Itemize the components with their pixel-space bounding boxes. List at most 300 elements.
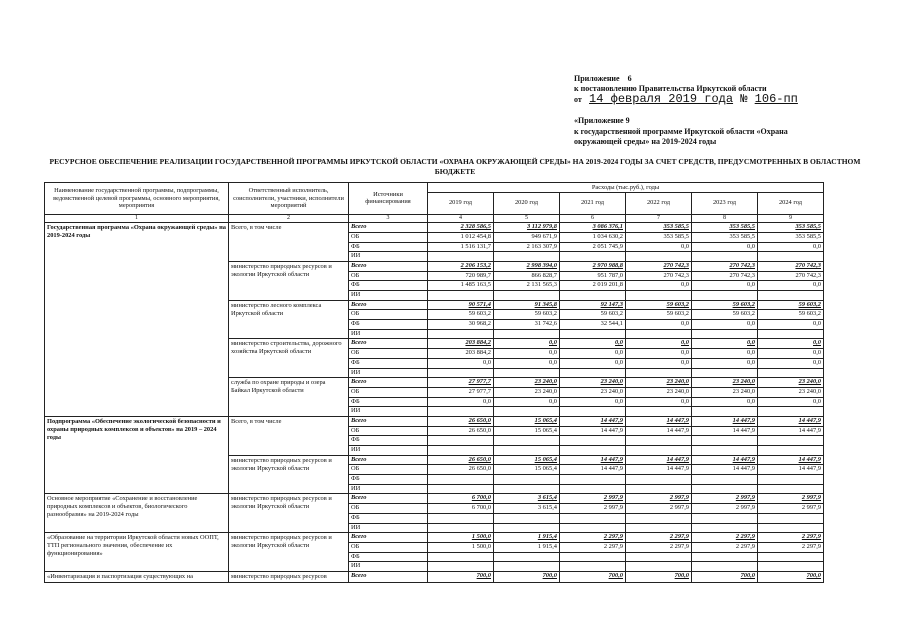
source-cell: ОБ: [349, 232, 428, 242]
amount-cell: [428, 523, 494, 533]
amount-cell: 30 968,2: [428, 320, 494, 330]
amount-cell: 2 997,9: [626, 494, 692, 504]
amount-cell: [758, 446, 824, 456]
source-cell: ИИ: [349, 329, 428, 339]
amount-cell: [626, 446, 692, 456]
col-number: 1: [45, 214, 229, 223]
source-cell: ФБ: [349, 397, 428, 407]
amount-cell: [626, 329, 692, 339]
program-name-cell: Государственная программа «Охрана окружающей среды» на 2019-2024 годы: [45, 223, 229, 417]
amount-cell: [428, 407, 494, 417]
amount-cell: 92 147,3: [560, 300, 626, 310]
source-cell: Всего: [349, 533, 428, 543]
table-row: [45, 571, 824, 582]
amount-cell: 1 485 163,5: [428, 281, 494, 291]
amount-cell: 1 500,0: [428, 542, 494, 552]
header-expenses: Расходы (тыс.руб.), годы: [428, 183, 824, 193]
amount-cell: 1 516 131,7: [428, 242, 494, 252]
amount-cell: 270 742,3: [692, 261, 758, 271]
source-cell: ИИ: [349, 484, 428, 494]
amount-cell: 951 787,0: [560, 271, 626, 281]
amount-cell: 0,0: [626, 358, 692, 368]
source-cell: ФБ: [349, 320, 428, 330]
amount-cell: 353 585,5: [626, 232, 692, 242]
amount-cell: [428, 552, 494, 562]
amount-cell: [626, 484, 692, 494]
header-year: 2023 год: [692, 192, 758, 214]
table-row: [45, 416, 824, 426]
appendix-number: 6: [627, 74, 632, 83]
amount-cell: 2 997,9: [692, 504, 758, 514]
amount-cell: 0,0: [428, 397, 494, 407]
amount-cell: 0,0: [626, 397, 692, 407]
amount-cell: 2 131 565,3: [494, 281, 560, 291]
amount-cell: 0,0: [560, 397, 626, 407]
amount-cell: [758, 252, 824, 262]
amount-cell: 59 603,2: [560, 310, 626, 320]
amount-cell: [626, 513, 692, 523]
table-row: [45, 223, 824, 233]
amount-cell: 270 742,3: [758, 271, 824, 281]
amount-cell: [560, 329, 626, 339]
amount-cell: 0,0: [758, 320, 824, 330]
amount-cell: [758, 484, 824, 494]
amount-cell: [428, 484, 494, 494]
amount-cell: 23 240,0: [626, 387, 692, 397]
amount-cell: [428, 513, 494, 523]
amount-cell: 0,0: [692, 281, 758, 291]
source-cell: ИИ: [349, 562, 428, 572]
amount-cell: [494, 446, 560, 456]
source-cell: Всего: [349, 455, 428, 465]
col-number: 6: [560, 214, 626, 223]
col-number: 8: [692, 214, 758, 223]
amount-cell: [692, 475, 758, 485]
amount-cell: 2 163 307,9: [494, 242, 560, 252]
document-title: РЕСУРСНОЕ ОБЕСПЕЧЕНИЕ РЕАЛИЗАЦИИ ГОСУДАРСТВЕННОЙ ПРОГРАММЫ ИРКУТСКОЙ ОБЛАСТИ «ОХРАНА ОКРУЖАЮЩЕЙ СРЕДЫ» НА 2019-2024 ГОДЫ ЗА СЧЕТ СРЕДСТВ, ПРЕДУСМОТРЕННЫХ В ОБЛАСТНОМ БЮДЖЕТЕ: [49, 157, 861, 176]
col-number: 9: [758, 214, 824, 223]
amount-cell: 700,0: [560, 571, 626, 582]
amount-cell: [560, 523, 626, 533]
amount-cell: [494, 475, 560, 485]
amount-cell: 59 603,2: [758, 300, 824, 310]
amount-cell: 2 997,9: [560, 494, 626, 504]
amount-cell: 2 997,9: [692, 494, 758, 504]
amount-cell: [560, 291, 626, 301]
amount-cell: [692, 484, 758, 494]
amount-cell: 0,0: [494, 349, 560, 359]
header-year: 2020 год: [494, 192, 560, 214]
amount-cell: 27 977,7: [428, 387, 494, 397]
resolution-date: 14 февраля 2019 года: [589, 92, 734, 106]
responsible-cell: министерство природных ресурсов и экологии Иркутской области: [229, 455, 349, 494]
responsible-cell: министерство природных ресурсов и экологии Иркутской области: [229, 533, 349, 572]
table-row: [45, 494, 824, 504]
amount-cell: 203 884,2: [428, 349, 494, 359]
amount-cell: 31 742,6: [494, 320, 560, 330]
amount-cell: 14 447,9: [626, 426, 692, 436]
appendix-9-subtitle: к государственной программе Иркутской области «Охрана окружающей среды» на 2019-2024 годы: [574, 126, 788, 146]
source-cell: ФБ: [349, 475, 428, 485]
amount-cell: 0,0: [692, 320, 758, 330]
amount-cell: [758, 436, 824, 446]
amount-cell: 0,0: [758, 349, 824, 359]
amount-cell: [560, 513, 626, 523]
amount-cell: 59 603,2: [692, 300, 758, 310]
amount-cell: 0,0: [758, 281, 824, 291]
responsible-cell: Всего, в том числе: [229, 223, 349, 262]
amount-cell: [428, 368, 494, 378]
amount-cell: 2 297,9: [560, 542, 626, 552]
source-cell: ИИ: [349, 368, 428, 378]
amount-cell: [494, 513, 560, 523]
responsible-cell: министерство природных ресурсов и экологии Иркутской области: [229, 494, 349, 533]
amount-cell: 2 997,9: [758, 504, 824, 514]
amount-cell: 0,0: [560, 349, 626, 359]
number-sign: №: [740, 92, 748, 106]
amount-cell: 2 297,9: [626, 533, 692, 543]
amount-cell: [626, 436, 692, 446]
amount-cell: 26 650,0: [428, 426, 494, 436]
amount-cell: 0,0: [494, 397, 560, 407]
amount-cell: [758, 368, 824, 378]
amount-cell: 2 297,9: [692, 533, 758, 543]
amount-cell: 0,0: [560, 358, 626, 368]
amount-cell: 0,0: [692, 349, 758, 359]
amount-cell: 27 977,7: [428, 378, 494, 388]
amount-cell: 14 447,9: [626, 465, 692, 475]
amount-cell: [692, 252, 758, 262]
amount-cell: 26 650,0: [428, 416, 494, 426]
amount-cell: 270 742,3: [758, 261, 824, 271]
amount-cell: 1 012 454,8: [428, 232, 494, 242]
header-name: Наименование государственной программы, подпрограммы, ведомственной целевой программы, основного мероприятия, мероприятия: [45, 183, 229, 215]
amount-cell: 0,0: [758, 339, 824, 349]
amount-cell: 866 828,7: [494, 271, 560, 281]
amount-cell: 15 065,4: [494, 465, 560, 475]
amount-cell: 700,0: [758, 571, 824, 582]
amount-cell: 14 447,9: [758, 465, 824, 475]
amount-cell: [692, 513, 758, 523]
amount-cell: 3 615,4: [494, 494, 560, 504]
resolution-number: 106-пп: [754, 92, 798, 106]
source-cell: ОБ: [349, 542, 428, 552]
source-cell: Всего: [349, 378, 428, 388]
amount-cell: 59 603,2: [494, 310, 560, 320]
amount-cell: 23 240,0: [692, 387, 758, 397]
amount-cell: [692, 552, 758, 562]
program-name-cell: Основное мероприятие «Сохранение и восстановление природных комплексов и объектов, биологического разнообразия» на 2019-2024 годы: [45, 494, 229, 533]
amount-cell: 14 447,9: [692, 455, 758, 465]
amount-cell: 2 998 394,0: [494, 261, 560, 271]
amount-cell: 14 447,9: [758, 426, 824, 436]
header-source: Источники финансирования: [349, 183, 428, 215]
appendix-label: [574, 74, 632, 84]
resolution-line: к постановлению Правительства Иркутской области: [574, 84, 767, 93]
col-number: 3: [349, 214, 428, 223]
amount-cell: 720 989,7: [428, 271, 494, 281]
amount-cell: 2 997,9: [626, 504, 692, 514]
header-year: 2022 год: [626, 192, 692, 214]
source-cell: ИИ: [349, 446, 428, 456]
amount-cell: 2 297,9: [560, 533, 626, 543]
amount-cell: [758, 329, 824, 339]
amount-cell: 15 065,4: [494, 455, 560, 465]
program-name-cell: «Инвентаризация и паспортизация существующих на: [45, 571, 229, 582]
header-responsible: Ответственный исполнитель, соисполнители, участники, исполнители мероприятий: [229, 183, 349, 215]
amount-cell: 270 742,3: [626, 261, 692, 271]
source-cell: ОБ: [349, 310, 428, 320]
col-number: 4: [428, 214, 494, 223]
amount-cell: [494, 436, 560, 446]
amount-cell: [560, 552, 626, 562]
amount-cell: [692, 291, 758, 301]
amount-cell: 700,0: [428, 571, 494, 582]
amount-cell: [560, 368, 626, 378]
amount-cell: 23 240,0: [494, 378, 560, 388]
amount-cell: [494, 523, 560, 533]
amount-cell: 32 544,1: [560, 320, 626, 330]
amount-cell: [692, 368, 758, 378]
source-cell: ИИ: [349, 252, 428, 262]
amount-cell: 2 997,9: [560, 504, 626, 514]
amount-cell: 91 345,8: [494, 300, 560, 310]
amount-cell: [692, 407, 758, 417]
amount-cell: [428, 562, 494, 572]
amount-cell: [428, 329, 494, 339]
amount-cell: [626, 252, 692, 262]
amount-cell: 0,0: [626, 242, 692, 252]
amount-cell: 2 297,9: [692, 542, 758, 552]
amount-cell: 0,0: [560, 339, 626, 349]
responsible-cell: министерство природных ресурсов: [229, 571, 349, 582]
source-cell: ИИ: [349, 407, 428, 417]
amount-cell: 0,0: [758, 397, 824, 407]
col-number: 2: [229, 214, 349, 223]
col-number: 7: [626, 214, 692, 223]
amount-cell: 14 447,9: [560, 416, 626, 426]
amount-cell: [758, 407, 824, 417]
responsible-cell: министерство лесного комплекса Иркутской области: [229, 300, 349, 339]
amount-cell: [494, 291, 560, 301]
source-cell: ФБ: [349, 552, 428, 562]
source-cell: ФБ: [349, 436, 428, 446]
amount-cell: [692, 329, 758, 339]
amount-cell: 0,0: [494, 339, 560, 349]
amount-cell: [494, 407, 560, 417]
appendix-9-title: «Приложение 9: [574, 116, 630, 125]
source-cell: ОБ: [349, 504, 428, 514]
source-cell: ОБ: [349, 271, 428, 281]
amount-cell: 59 603,2: [626, 310, 692, 320]
amount-cell: [692, 446, 758, 456]
amount-cell: 14 447,9: [758, 455, 824, 465]
amount-cell: 3 112 979,8: [494, 223, 560, 233]
source-cell: Всего: [349, 223, 428, 233]
amount-cell: 59 603,2: [692, 310, 758, 320]
amount-cell: 1 915,4: [494, 542, 560, 552]
amount-cell: 353 585,5: [758, 232, 824, 242]
amount-cell: 15 065,4: [494, 416, 560, 426]
amount-cell: 14 447,9: [560, 455, 626, 465]
amount-cell: 2 997,9: [758, 494, 824, 504]
responsible-cell: министерство строительства, дорожного хозяйства Иркутской области: [229, 339, 349, 378]
amount-cell: 14 447,9: [692, 465, 758, 475]
amount-cell: 2 970 988,8: [560, 261, 626, 271]
amount-cell: [494, 562, 560, 572]
amount-cell: 353 585,5: [692, 223, 758, 233]
amount-cell: [428, 475, 494, 485]
amount-cell: 0,0: [626, 349, 692, 359]
appendix-label-text: Приложение: [574, 74, 620, 83]
amount-cell: 2 019 201,8: [560, 281, 626, 291]
amount-cell: [758, 513, 824, 523]
amount-cell: 0,0: [758, 242, 824, 252]
resources-table: [44, 182, 824, 583]
amount-cell: [692, 436, 758, 446]
amount-cell: 14 447,9: [692, 426, 758, 436]
table-row: [45, 533, 824, 543]
amount-cell: 14 447,9: [560, 465, 626, 475]
amount-cell: 23 240,0: [758, 387, 824, 397]
amount-cell: 270 742,3: [626, 271, 692, 281]
amount-cell: [626, 291, 692, 301]
source-cell: Всего: [349, 339, 428, 349]
amount-cell: 2 297,9: [626, 542, 692, 552]
amount-cell: 14 447,9: [626, 455, 692, 465]
amount-cell: [758, 291, 824, 301]
col-number: 5: [494, 214, 560, 223]
amount-cell: [494, 252, 560, 262]
amount-cell: 1 915,4: [494, 533, 560, 543]
amount-cell: [758, 552, 824, 562]
amount-cell: [626, 552, 692, 562]
amount-cell: 2 297,9: [758, 533, 824, 543]
amount-cell: 0,0: [626, 320, 692, 330]
amount-cell: 3 086 376,1: [560, 223, 626, 233]
amount-cell: 6 700,0: [428, 494, 494, 504]
amount-cell: [692, 523, 758, 533]
amount-cell: [428, 446, 494, 456]
table-body: [45, 223, 824, 582]
program-name-cell: «Образование на территории Иркутской области новых ООПТ, ТТП регионального значения, обеспечение их функционирования»: [45, 533, 229, 572]
source-cell: Всего: [349, 261, 428, 271]
amount-cell: [626, 407, 692, 417]
responsible-cell: министерство природных ресурсов и экологии Иркутской области: [229, 261, 349, 300]
amount-cell: [692, 562, 758, 572]
amount-cell: 700,0: [626, 571, 692, 582]
amount-cell: 26 650,0: [428, 455, 494, 465]
amount-cell: 23 240,0: [692, 378, 758, 388]
amount-cell: 14 447,9: [692, 416, 758, 426]
amount-cell: [494, 368, 560, 378]
amount-cell: 1 034 630,2: [560, 232, 626, 242]
amount-cell: 23 240,0: [560, 378, 626, 388]
source-cell: Всего: [349, 571, 428, 582]
source-cell: ФБ: [349, 358, 428, 368]
amount-cell: [560, 475, 626, 485]
source-cell: ОБ: [349, 426, 428, 436]
amount-cell: 0,0: [626, 339, 692, 349]
amount-cell: 353 585,5: [626, 223, 692, 233]
amount-cell: 2 328 586,5: [428, 223, 494, 233]
responsible-cell: Всего, в том числе: [229, 416, 349, 455]
amount-cell: 15 065,4: [494, 426, 560, 436]
amount-cell: 14 447,9: [758, 416, 824, 426]
amount-cell: [494, 329, 560, 339]
amount-cell: 14 447,9: [626, 416, 692, 426]
amount-cell: 353 585,5: [692, 232, 758, 242]
date-prefix: от: [574, 95, 582, 104]
amount-cell: [626, 475, 692, 485]
amount-cell: 90 571,4: [428, 300, 494, 310]
amount-cell: 2 297,9: [758, 542, 824, 552]
amount-cell: 2 051 745,9: [560, 242, 626, 252]
source-cell: ИИ: [349, 291, 428, 301]
amount-cell: [626, 368, 692, 378]
amount-cell: 23 240,0: [494, 387, 560, 397]
amount-cell: 0,0: [428, 358, 494, 368]
amount-cell: [758, 523, 824, 533]
amount-cell: 3 615,4: [494, 504, 560, 514]
amount-cell: [758, 562, 824, 572]
amount-cell: 1 500,0: [428, 533, 494, 543]
amount-cell: 14 447,9: [560, 426, 626, 436]
amount-cell: 0,0: [692, 242, 758, 252]
amount-cell: 0,0: [692, 339, 758, 349]
source-cell: ОБ: [349, 465, 428, 475]
amount-cell: 23 240,0: [626, 378, 692, 388]
amount-cell: 6 700,0: [428, 504, 494, 514]
amount-cell: [428, 291, 494, 301]
amount-cell: 59 603,2: [428, 310, 494, 320]
amount-cell: 0,0: [758, 358, 824, 368]
amount-cell: 59 603,2: [758, 310, 824, 320]
amount-cell: 0,0: [692, 358, 758, 368]
header-year: 2024 год: [758, 192, 824, 214]
amount-cell: 26 650,0: [428, 465, 494, 475]
amount-cell: [758, 475, 824, 485]
source-cell: Всего: [349, 494, 428, 504]
resolution-date-line: [574, 93, 798, 106]
amount-cell: 0,0: [494, 358, 560, 368]
amount-cell: [428, 252, 494, 262]
appendix-9-block: [574, 116, 804, 148]
amount-cell: [626, 523, 692, 533]
amount-cell: 0,0: [626, 281, 692, 291]
source-cell: ИИ: [349, 523, 428, 533]
responsible-cell: служба по охране природы и озера Байкал Иркутской области: [229, 378, 349, 417]
program-name-cell: Подпрограмма «Обеспечение экологической безопасности и охраны природных комплексов и объектов» на 2019 – 2024 годы: [45, 416, 229, 494]
amount-cell: [560, 436, 626, 446]
amount-cell: 700,0: [494, 571, 560, 582]
amount-cell: 23 240,0: [560, 387, 626, 397]
source-cell: Всего: [349, 300, 428, 310]
amount-cell: 2 206 153,2: [428, 261, 494, 271]
amount-cell: 949 671,9: [494, 232, 560, 242]
amount-cell: [560, 252, 626, 262]
amount-cell: 59 603,2: [626, 300, 692, 310]
amount-cell: 203 884,2: [428, 339, 494, 349]
amount-cell: 270 742,3: [692, 271, 758, 281]
amount-cell: 0,0: [692, 397, 758, 407]
amount-cell: [428, 436, 494, 446]
amount-cell: 353 585,5: [758, 223, 824, 233]
header-year: 2021 год: [560, 192, 626, 214]
amount-cell: [560, 446, 626, 456]
source-cell: ОБ: [349, 349, 428, 359]
amount-cell: [626, 562, 692, 572]
